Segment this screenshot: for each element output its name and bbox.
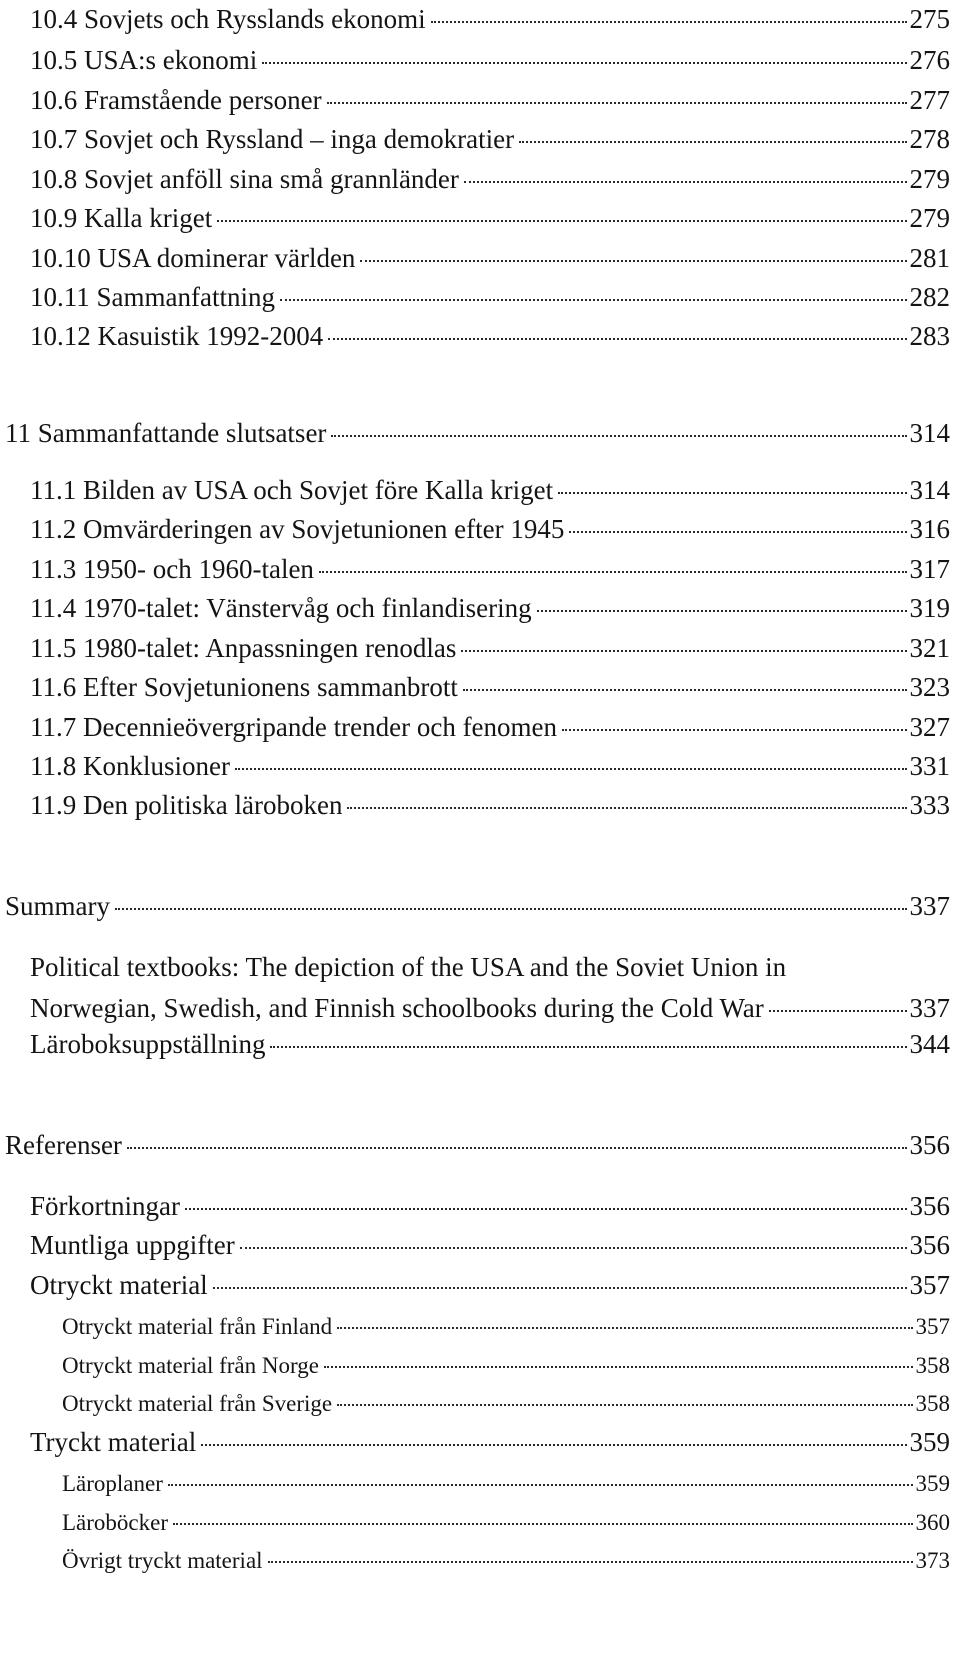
- dot-leader: [262, 62, 906, 64]
- toc-otryckt-material: [30, 1272, 950, 1299]
- toc-entry-label: Muntliga uppgifter: [30, 1230, 235, 1260]
- dot-leader: [461, 650, 906, 652]
- toc-forkortningar: [30, 1193, 950, 1220]
- toc-entry-label: Otryckt material från Finland: [62, 1314, 333, 1339]
- dot-leader: [185, 1208, 907, 1210]
- toc-page-number: 282: [909, 282, 950, 312]
- toc-page-number: 276: [909, 45, 950, 75]
- toc-entry-label: Otryckt material: [30, 1270, 208, 1300]
- dot-leader: [562, 729, 906, 731]
- dot-leader: [319, 571, 907, 573]
- toc-chapter-11: [5, 420, 950, 447]
- toc-page-number: 333: [909, 790, 950, 820]
- toc-otryckt-finland: [62, 1315, 950, 1338]
- toc-page-number: 357: [909, 1270, 950, 1300]
- toc-summary-title-continued: [30, 995, 950, 1022]
- toc-page-number: 279: [909, 164, 950, 194]
- dot-leader: [173, 1523, 913, 1525]
- toc-entry-label: 10.7 Sovjet och Ryssland – inga demokratier: [30, 124, 515, 154]
- toc-page-number: 283: [909, 321, 950, 351]
- toc-page-number: 277: [909, 85, 950, 115]
- toc-entry-10-12: [30, 323, 950, 350]
- toc-entry-label: 11.7 Decennieövergripande trender och fenomen: [30, 712, 558, 742]
- toc-entry-11-3: [30, 556, 950, 583]
- toc-page-number: 356: [909, 1230, 950, 1260]
- toc-entry-label: 11 Sammanfattande slutsatser: [5, 418, 327, 448]
- toc-page-number: 327: [909, 712, 950, 742]
- toc-entry-label: 11.2 Omvärderingen av Sovjetunionen efter 1945: [30, 514, 565, 544]
- toc-page-number: 357: [915, 1314, 950, 1339]
- toc-entry-11-2: [30, 516, 950, 543]
- toc-page-number: 317: [909, 554, 950, 584]
- toc-laroboksuppstallning: [30, 1031, 950, 1058]
- dot-leader: [270, 1046, 906, 1048]
- toc-tryckt-material: [30, 1429, 950, 1456]
- toc-entry-label: 10.12 Kasuistik 1992-2004: [30, 321, 324, 351]
- toc-summary-title-line: Political textbooks: The depiction of the USA and the Soviet Union in: [30, 952, 787, 982]
- toc-page-number: 321: [909, 633, 950, 663]
- toc-entry-10-9: [30, 205, 950, 232]
- toc-page-number: 316: [909, 514, 950, 544]
- toc-ovrigt-tryckt-material: [62, 1549, 950, 1572]
- toc-entry-11-6: [30, 674, 950, 701]
- toc-otryckt-sverige: [62, 1392, 950, 1415]
- dot-leader: [201, 1444, 906, 1446]
- toc-entry-label: 11.5 1980-talet: Anpassningen renodlas: [30, 633, 457, 663]
- toc-entry-label: 11.8 Konklusioner: [30, 751, 230, 781]
- toc-page-number: 323: [909, 672, 950, 702]
- toc-entry-label: 10.6 Framstående personer: [30, 85, 322, 115]
- toc-entry-10-5: [30, 47, 950, 74]
- dot-leader: [268, 1561, 913, 1563]
- toc-page-number: 314: [909, 418, 950, 448]
- dot-leader: [519, 141, 906, 143]
- toc-page-number: 275: [909, 4, 950, 34]
- toc-larobocker: [62, 1511, 950, 1534]
- toc-page-number: 314: [909, 475, 950, 505]
- toc-entry-label: 11.6 Efter Sovjetunionens sammanbrott: [30, 672, 458, 702]
- toc-summary: [5, 893, 950, 920]
- toc-page-number: 278: [909, 124, 950, 154]
- toc-entry-11-4: [30, 595, 950, 622]
- toc-page-number: 279: [909, 203, 950, 233]
- toc-entry-label: 10.4 Sovjets och Rysslands ekonomi: [30, 4, 426, 34]
- dot-leader: [569, 531, 906, 533]
- toc-page-number: 337: [909, 993, 950, 1023]
- dot-leader: [327, 102, 907, 104]
- toc-entry-label: 11.4 1970-talet: Vänstervåg och finlandisering: [30, 593, 532, 623]
- toc-otryckt-norge: [62, 1354, 950, 1377]
- dot-leader: [235, 768, 907, 770]
- toc-entry-label: 10.5 USA:s ekonomi: [30, 45, 258, 75]
- toc-entry-label: Läroplaner: [62, 1471, 163, 1496]
- toc-entry-label: Läroboksuppställning: [30, 1029, 266, 1059]
- toc-entry-label: 10.8 Sovjet anföll sina små grannländer: [30, 164, 459, 194]
- dot-leader: [280, 299, 907, 301]
- toc-entry-label: 10.9 Kalla kriget: [30, 203, 213, 233]
- toc-entry-10-8: [30, 166, 950, 193]
- toc-page-number: 358: [915, 1391, 950, 1416]
- toc-entry-label: Läroböcker: [62, 1510, 168, 1535]
- dot-leader: [431, 21, 907, 23]
- toc-page-number: 356: [909, 1191, 950, 1221]
- toc-entry-10-11: [30, 284, 950, 311]
- toc-entry-label: 10.10 USA dominerar världen: [30, 243, 356, 273]
- dot-leader: [769, 1010, 907, 1012]
- toc-entry-11-5: [30, 635, 950, 662]
- toc-page-number: 359: [915, 1471, 950, 1496]
- toc-entry-10-7: [30, 126, 950, 153]
- toc-page-number: 373: [915, 1548, 950, 1573]
- dot-leader: [127, 1147, 907, 1149]
- dot-leader: [168, 1484, 913, 1486]
- toc-laroplaner: [62, 1472, 950, 1495]
- toc-page-number: 281: [909, 243, 950, 273]
- toc-entry-10-10: [30, 245, 950, 272]
- toc-page-number: 331: [909, 751, 950, 781]
- dot-leader: [213, 1287, 907, 1289]
- dot-leader: [337, 1404, 912, 1406]
- dot-leader: [328, 338, 906, 340]
- dot-leader: [558, 492, 906, 494]
- dot-leader: [463, 689, 907, 691]
- toc-entry-label: Tryckt material: [30, 1427, 197, 1457]
- toc-page-number: 360: [915, 1510, 950, 1535]
- dot-leader: [324, 1366, 913, 1368]
- toc-entry-label: Norwegian, Swedish, and Finnish schoolbooks during the Cold War: [30, 993, 764, 1023]
- toc-entry-11-7: [30, 714, 950, 741]
- toc-entry-label: 10.11 Sammanfattning: [30, 282, 275, 312]
- dot-leader: [331, 435, 906, 437]
- dot-leader: [240, 1247, 907, 1249]
- dot-leader: [217, 220, 906, 222]
- toc-entry-label: Övrigt tryckt material: [62, 1548, 263, 1573]
- toc-entry-label: 11.9 Den politiska läroboken: [30, 790, 343, 820]
- dot-leader: [537, 610, 907, 612]
- toc-entry-label: Förkortningar: [30, 1191, 180, 1221]
- dot-leader: [115, 908, 907, 910]
- toc-page-number: 359: [909, 1427, 950, 1457]
- toc-page-number: 356: [909, 1130, 950, 1160]
- dot-leader: [464, 181, 907, 183]
- toc-entry-label: 11.3 1950- och 1960-talen: [30, 554, 314, 584]
- toc-entry-10-4: [30, 6, 950, 33]
- toc-entry-label: 11.1 Bilden av USA och Sovjet före Kalla kriget: [30, 475, 554, 505]
- toc-entry-11-1: [30, 477, 950, 504]
- toc-muntliga-uppgifter: [30, 1232, 950, 1259]
- toc-page-number: 344: [909, 1029, 950, 1059]
- toc-entry-label: Summary: [5, 891, 110, 921]
- toc-entry-11-9: [30, 792, 950, 819]
- toc-page-number: 319: [909, 593, 950, 623]
- toc-page-number: 337: [909, 891, 950, 921]
- dot-leader: [360, 260, 906, 262]
- dot-leader: [337, 1327, 912, 1329]
- dot-leader: [347, 807, 906, 809]
- toc-entry-10-6: [30, 87, 950, 114]
- toc-page-number: 358: [915, 1353, 950, 1378]
- toc-referenser: [5, 1132, 950, 1159]
- toc-entry-label: Otryckt material från Sverige: [62, 1391, 333, 1416]
- toc-entry-label: Referenser: [5, 1130, 122, 1160]
- toc-entry-label: Otryckt material från Norge: [62, 1353, 319, 1378]
- toc-entry-11-8: [30, 753, 950, 780]
